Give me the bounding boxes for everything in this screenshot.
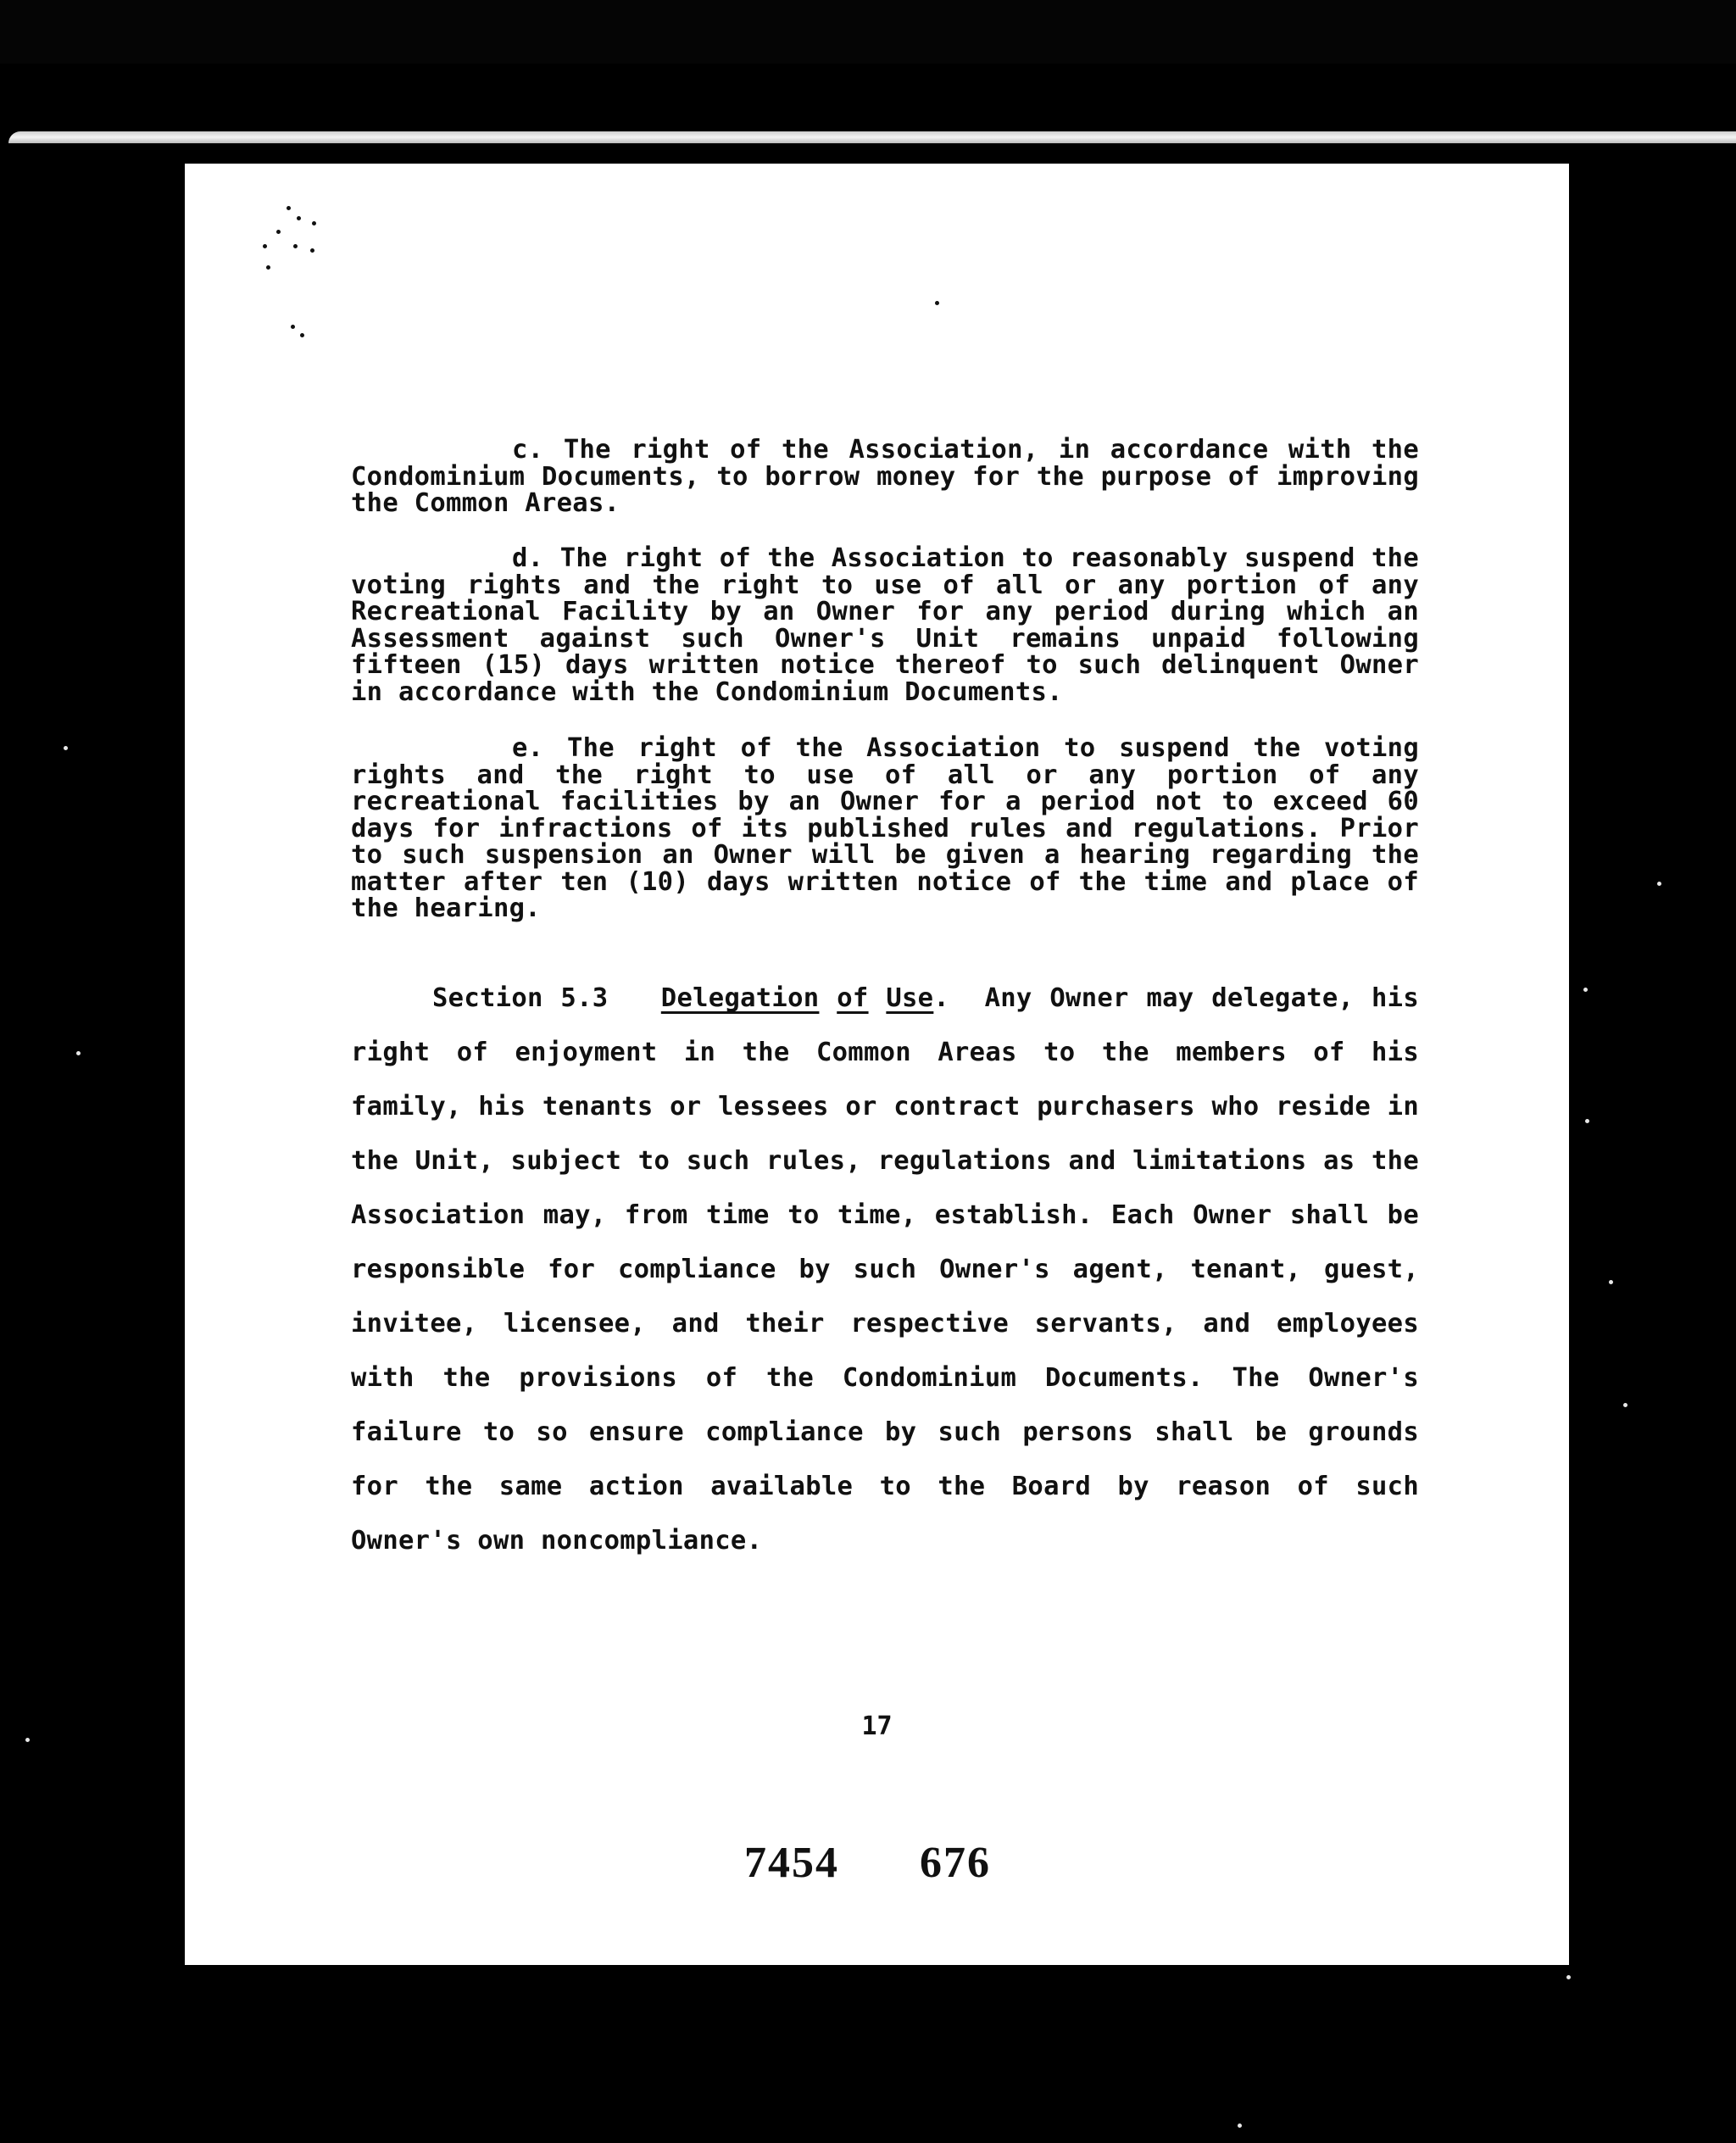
page-number: 17	[861, 1712, 893, 1741]
scan-speck	[310, 248, 314, 253]
paragraph-e-label: e.	[512, 733, 544, 763]
document-stamp-numbers	[744, 1838, 991, 1888]
paragraph-c-text: The right of the Association, in accordance with the Condominium Documents, to borrow money for the purpose of improving the Common Areas.	[351, 435, 1420, 518]
section-text: Any Owner may delegate, his right of enjoyment in the Common Areas to the members of his family, his tenants or lessees or contract purchasers who reside in the Unit, subject to such rules, regulations and limitations as the Association may, from time to time, establish. Each Owner shall be responsible for compliance by such Owner's agent, tenant, guest, invitee, licensee, and their respective servants, and employees with the provisions of the Condominium Documents. The Owner's failure to so ensure compliance by such persons shall be grounds for the same action available to the Board by reason of such Owner's own noncompliance.	[351, 983, 1419, 1556]
paragraph-d-label: d.	[512, 543, 544, 573]
section-title-of: of	[837, 983, 869, 1013]
scan-speck	[276, 230, 281, 234]
scan-speck	[76, 1051, 81, 1055]
paragraph-d	[351, 545, 1419, 705]
scan-speck	[266, 265, 270, 270]
scan-speck	[263, 244, 267, 248]
paragraph-e	[351, 735, 1419, 922]
scan-speck	[293, 244, 298, 248]
scan-speck	[1657, 882, 1661, 886]
scan-top-border	[0, 0, 1736, 64]
scan-speck	[935, 301, 939, 305]
paragraph-d-text: The right of the Association to reasonably suspend the voting rights and the right to use of all or any portion of any Recreational Facility by an Owner for any period during which an Assessment against such Owner's Unit remains unpaid following fifteen (15) days written notice thereof to such delinquent Owner in accordance with the Condominium Documents.	[351, 543, 1419, 707]
scan-speck	[1623, 1403, 1628, 1407]
scan-speck	[1585, 1119, 1589, 1123]
scan-speck	[291, 325, 295, 329]
scan-speck	[1566, 1975, 1571, 1979]
scan-speck	[297, 216, 301, 220]
paragraph-c	[351, 437, 1419, 517]
scan-speck	[300, 333, 304, 337]
document-page	[185, 164, 1569, 1965]
doc-number-right: 676	[920, 1839, 991, 1887]
section-5-3: Section 5.3 Delegation of Use. Any Owner may delegate, his right of enjoyment in the Common Areas to the members of his family, his tenants or lessees or contract purchasers who reside in the Unit, subject to such rules, regulations and limitations as the Association may, from time to time, establish. Each Owner shall be responsible for compliance by such Owner's agent, tenant, guest, invitee, licensee, and their respective servants, and employees with the provisions of the Condominium Documents. The Owner's failure to so ensure compliance by such persons shall be grounds for the same action available to the Board by reason of such Owner's own noncompliance.	[351, 983, 1419, 1556]
section-label: Section 5.3	[432, 983, 609, 1013]
scan-speck	[1238, 2124, 1242, 2128]
scan-speck	[1609, 1280, 1613, 1284]
doc-number-left: 7454	[744, 1839, 839, 1887]
scan-speck	[312, 221, 316, 225]
scan-speck	[25, 1738, 30, 1742]
scan-speck	[1583, 988, 1588, 992]
scan-speck	[287, 206, 291, 210]
scan-paper-edge	[8, 131, 1736, 143]
section-title-delegation: Delegation	[660, 983, 820, 1013]
scan-speck	[64, 746, 68, 750]
paragraph-e-text: The right of the Association to suspend the voting rights and the right to use of all or any portion of any recreational facilities by an Owner for a period not to exceed 60 days for infractions of its published rules and regulations. Prior to such suspension an Owner will be given a hearing regarding the matter after ten (10) days written notice of the time and place of the hearing.	[351, 733, 1419, 923]
paragraph-c-label: c.	[512, 435, 544, 465]
section-title-use: Use	[886, 983, 934, 1013]
